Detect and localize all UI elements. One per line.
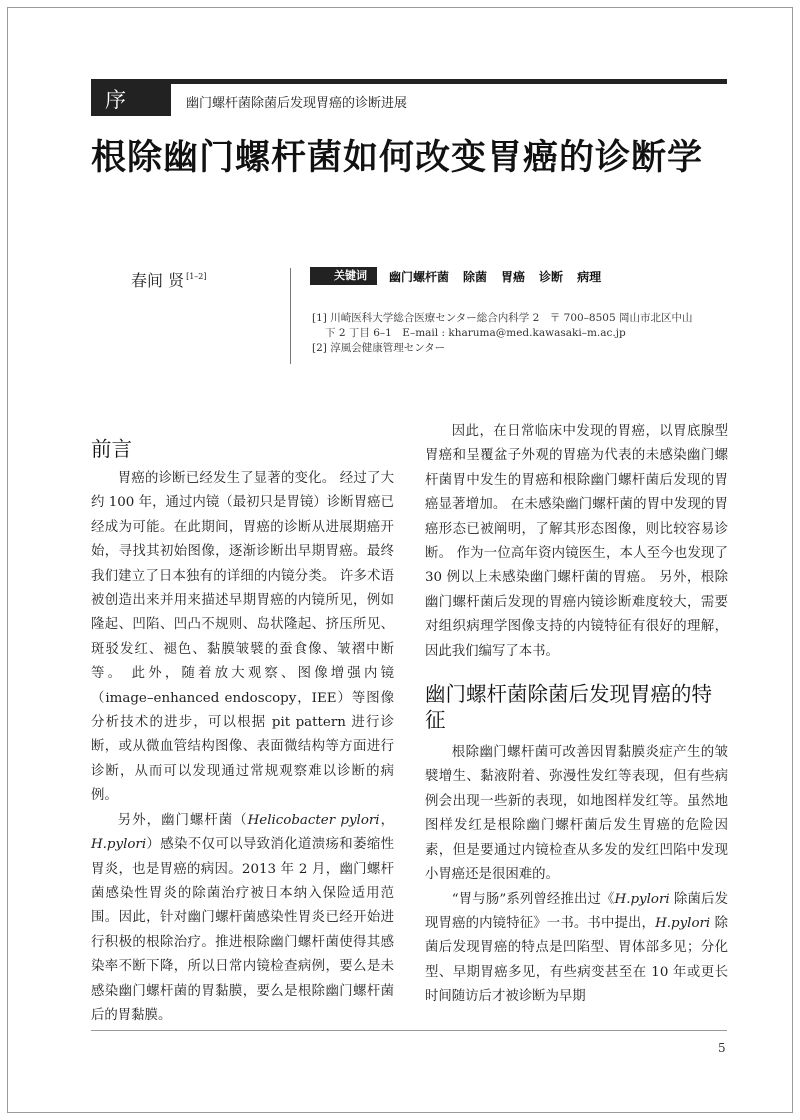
keywords-list bbox=[389, 268, 601, 285]
paragraph: 因此，在日常临床中发现的胃癌，以胃底腺型胃癌和呈覆盆子外观的胃癌为代表的未感染幽门螺杆菌胃中发生的胃癌和根除幽门螺杆菌后发现的胃癌显著增加。 在未感染幽门螺杆菌的胃中发现的胃癌形态已被阐明，了解其形态图像，则比较容易诊断。 作为一位高年资内镜医生，本人至今也发现了 30 例以上未感染幽门螺杆菌的胃癌。 另外，根除幽门螺杆菌后发现的胃癌内镜诊断难度较大，需要对组织病理学图像支持的内镜特征有很好的理解，因此我们编写了本书。 bbox=[425, 424, 728, 659]
header-rule bbox=[91, 79, 727, 84]
section-subtitle: 幽门螺杆菌除菌后发现胃癌的诊断进展 bbox=[186, 96, 408, 111]
keyword-item: 胃癌 bbox=[501, 269, 526, 284]
right-column bbox=[425, 420, 728, 1010]
latin-abbr: H.pylori bbox=[655, 915, 711, 931]
keywords bbox=[310, 267, 601, 285]
latin-name: Helicobacter pylori bbox=[247, 812, 380, 828]
keyword-item: 幽门螺杆菌 bbox=[389, 269, 450, 284]
section-tag: 序 bbox=[91, 84, 171, 116]
paragraph: 根除幽门螺杆菌可改善因胃黏膜炎症产生的皱襞增生、黏液附着、弥漫性发红等表现，但有些病例会出现一些新的表现，如地图样发红等。虽然地图样发红是根除幽门螺杆菌后发生胃癌的危险因素，但是要通过内镜检查从多发的发红凹陷中发现小胃癌还是很困难的。 bbox=[425, 745, 728, 883]
heading-introduction: 前言 bbox=[91, 437, 132, 461]
affiliation-1-cont: 下 2 丁目 6–1 E–mail : kharuma@med.kawasaki–m.ac.jp bbox=[325, 327, 626, 339]
page-number: 5 bbox=[718, 1041, 726, 1055]
paragraph: 胃癌的诊断已经发生了显著的变化。 经过了大约 100 年，通过内镜（最初只是胃镜）诊断胃癌已经成为可能。在此期间，胃癌的诊断从进展期癌开始，寻找其初始图像，逐渐诊断出早期胃癌。最终我们建立了日本独有的详细的内镜分类。 许多术语被创造出来并用来描述早期胃癌的内镜所见，例如隆起、凹陷、凹凸不规则、岛状隆起、挤压所见、斑驳发红、褪色、黏膜皱襞的蚕食像、皱褶中断等。 此外，随着放大观察、图像增强内镜（image–enhanced endoscopy，IEE）等图像分析技术的进步，可以根据 pit pattern 进行诊断，或从微血管结构图像、表面微结构等方面进行诊断，从而可以发现通过常规观察难以诊断的病例。 bbox=[91, 471, 394, 804]
left-column bbox=[91, 436, 394, 1028]
latin-abbr: H.pylori bbox=[91, 837, 147, 853]
keyword-item: 诊断 bbox=[539, 269, 564, 284]
author-ref: [1–2] bbox=[186, 272, 207, 281]
affiliation-2: [2] 淳風会健康管理センター bbox=[312, 342, 446, 354]
affiliations bbox=[312, 311, 732, 356]
keyword-item: 病理 bbox=[577, 269, 602, 284]
footer-rule bbox=[91, 1030, 727, 1031]
keywords-label: 关键词 bbox=[310, 267, 377, 285]
latin-abbr: H.pylori bbox=[614, 891, 670, 907]
article-title: 根除幽门螺杆菌如何改变胃癌的诊断学 bbox=[91, 137, 704, 178]
author-name: 春间 贤 bbox=[131, 271, 185, 290]
author-divider bbox=[290, 268, 291, 364]
paragraph: “胃与肠”系列曾经推出过《H.pylori 除菌后发现胃癌的内镜特征》一书。书中提出，H.pylori 除菌后发现胃癌的特点是凹陷型、胃体部多见；分化型、早期胃癌多见，有些病变甚至在 10 年或更长时间随访后才被诊断为早期 bbox=[425, 891, 728, 1005]
heading-features: 幽门螺杆菌除菌后发现胃癌的特征 bbox=[425, 682, 712, 733]
paragraph: 另外，幽门螺杆菌（Helicobacter pylori，H.pylori）感染不仅可以导致消化道溃疡和萎缩性胃炎，也是胃癌的病因。2013 年 2 月，幽门螺杆菌感染性胃炎的除菌治疗被日本纳入保险适用范围。因此，针对幽门螺杆菌感染性胃炎已经开始进行积极的根除治疗。推进根除幽门螺杆菌使得其感染率不断下降，所以日常内镜检查病例，要么是未感染幽门螺杆菌的胃黏膜，要么是根除幽门螺杆菌后的胃黏膜。 bbox=[91, 812, 395, 1023]
keyword-item: 除菌 bbox=[463, 269, 488, 284]
affiliation-1: [1] 川崎医科大学総合医療センター総合内科学 2 〒 700–8505 岡山市北区中山 bbox=[312, 312, 693, 324]
author bbox=[131, 268, 207, 291]
